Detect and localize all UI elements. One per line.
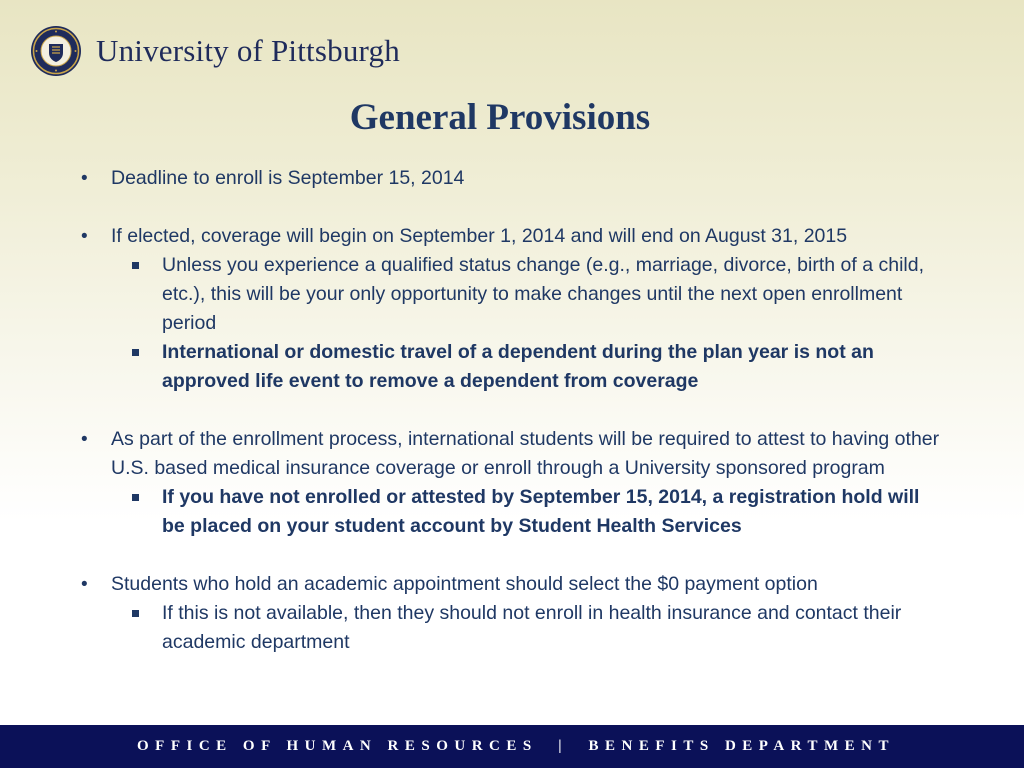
bullet-dot-icon: • [81,168,88,189]
bullet-list [0,164,1024,657]
university-seal-icon [30,25,82,77]
bullet-item [0,570,1024,657]
bullet-text: If elected, coverage will begin on September 1, 2014 and will end on August 31, 2015 [111,225,848,247]
sub-bullet-text: Unless you experience a qualified status change (e.g., marriage, divorce, birth of a child, etc.), this will be your only opportunity to make changes until the next open enrollment period [162,254,924,334]
sub-bullet-text: If you have not enrolled or attested by September 15, 2014, a registration hold will be placed on your student account by Student Health Services [162,486,920,537]
square-bullet-icon [132,349,139,356]
bullet-dot-icon: • [81,226,88,247]
bullet-text: Students who hold an academic appointment should select the $0 payment option [111,573,818,595]
square-bullet-icon [132,610,139,617]
sub-bullet-item [162,338,954,396]
bullet-dot-icon: • [81,574,88,595]
sub-bullet-list [111,483,954,541]
bullet-item [0,425,1024,541]
header [30,23,400,79]
bullet-item [0,222,1024,396]
sub-bullet-item [162,483,954,541]
slide-content [0,164,1024,657]
sub-bullet-list [111,251,954,396]
bullet-dot-icon: • [81,429,88,450]
sub-bullet-list [111,599,954,657]
square-bullet-icon [132,262,139,269]
sub-bullet-item [162,599,954,657]
sub-bullet-item [162,251,954,338]
sub-bullet-text: If this is not available, then they should not enroll in health insurance and contact their academic department [162,602,902,653]
bullet-item [0,164,1024,193]
square-bullet-icon [132,494,139,501]
bullet-text: Deadline to enroll is September 15, 2014 [111,167,465,189]
slide-title: General Provisions [349,97,651,138]
bullet-text: As part of the enrollment process, international students will be required to attest to having other U.S. based medical insurance coverage or enroll through a University sponsored program [111,428,940,479]
sub-bullet-text: International or domestic travel of a dependent during the plan year is not an approved life event to remove a dependent from coverage [162,341,874,392]
footer-text: OFFICE OF HUMAN RESOURCES | BENEFITS DEPARTMENT [137,738,895,754]
footer-bar [0,725,1024,768]
university-name: University of Pittsburgh [96,33,400,68]
